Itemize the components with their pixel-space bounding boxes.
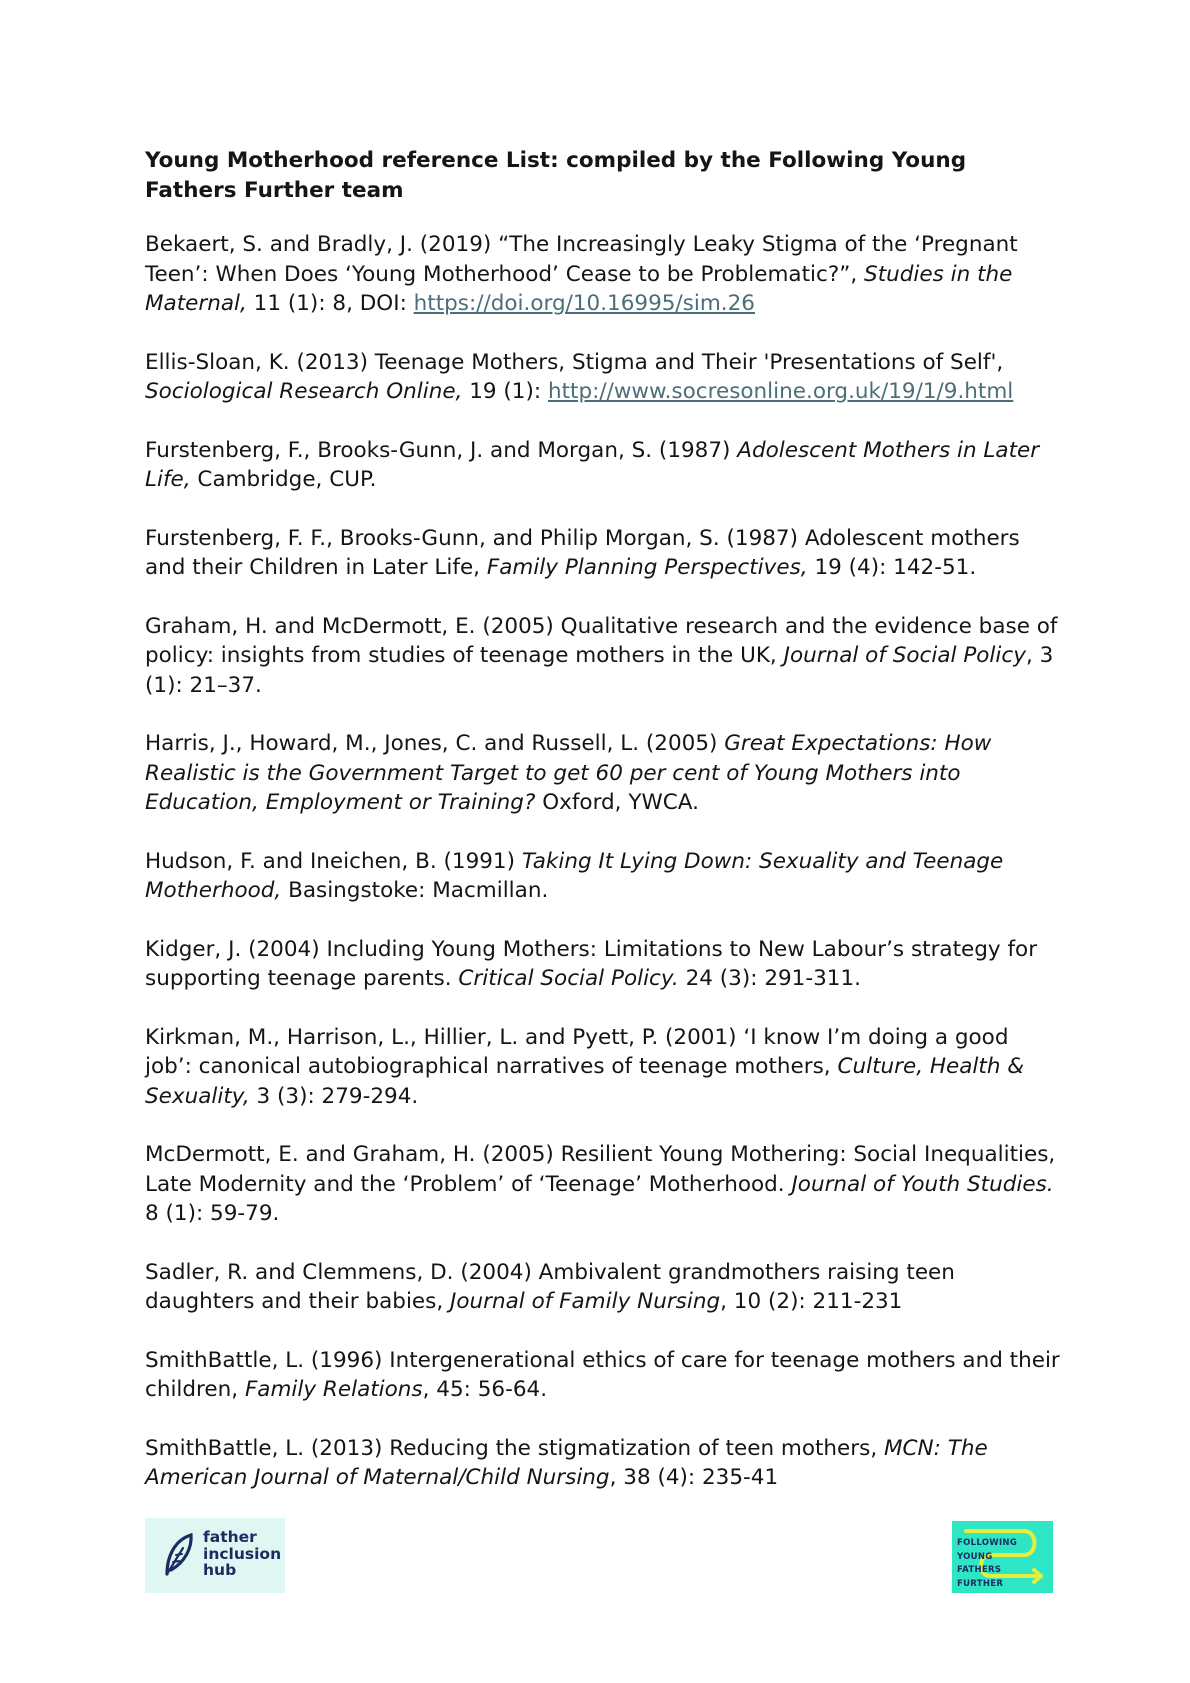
reference-text: Furstenberg, F. F., Brooks-Gunn, and Philip Morgan, S. (1987) Adolescent mothers and their Children in Later Life,: [145, 525, 1020, 580]
reference-entry: [145, 436, 1060, 495]
reference-source-title: Critical Social Policy.: [458, 966, 679, 991]
reference-text: 24 (3): 291-311.: [678, 966, 861, 991]
following-young-fathers-further-logo: [952, 1521, 1053, 1593]
reference-source-title: Great Expectations: How Realistic is the Government Target to get 60 per cent of Young Mothers into Education, Employment or Training?: [145, 731, 992, 815]
logo-text-line: FOLLOWING: [957, 1538, 1018, 1548]
reference-entry: [145, 1140, 1060, 1229]
reference-entry: [145, 1434, 1060, 1493]
reference-source-title: Family Relations: [244, 1377, 423, 1402]
reference-entry: [145, 847, 1060, 906]
reference-entry: [145, 1346, 1060, 1405]
reference-text: Hudson, F. and Ineichen, B. (1991): [145, 848, 522, 874]
reference-text: Furstenberg, F., Brooks-Gunn, J. and Morgan, S. (1987): [145, 437, 738, 463]
reference-list: [145, 230, 1060, 1493]
reference-text: 8 (1): 59-79.: [145, 1201, 280, 1226]
reference-entry: [145, 729, 1060, 818]
reference-source-title: Journal of Social Policy: [783, 643, 1026, 668]
reference-text: Sadler, R. and Clemmens, D. (2004) Ambivalent grandmothers raising teen daughters and their babies,: [145, 1259, 955, 1314]
reference-text: 11 (1): 8, DOI:: [246, 291, 414, 316]
reference-text: Cambridge, CUP.: [190, 467, 377, 492]
reference-source-title: Family Planning Perspectives,: [486, 555, 808, 580]
reference-text: SmithBattle, L. (1996) Intergenerational ethics of care for teenage mothers and their children,: [145, 1347, 1060, 1402]
reference-source-title: MCN: The American Journal of Maternal/Child Nursing: [145, 1435, 988, 1490]
reference-source-title: Journal of Family Nursing: [450, 1289, 721, 1314]
reference-text: Kidger, J. (2004) Including Young Mothers: Limitations to New Labour’s strategy for supporting teenage parents.: [145, 936, 1038, 991]
page-title: Young Motherhood reference List: compiled by the Following Young Fathers Further team: [145, 148, 967, 203]
logo-text-line: YOUNG: [957, 1551, 993, 1562]
logo-text-line: inclusion: [203, 1544, 282, 1563]
reference-source-title: Taking It Lying Down: Sexuality and Teenage Motherhood,: [145, 848, 1004, 903]
reference-link[interactable]: http://www.socresonline.org.uk/19/1/9.html: [547, 379, 1014, 404]
feather-icon: [163, 1532, 195, 1578]
reference-source-title: Studies in the Maternal,: [145, 261, 1013, 316]
reference-text: , 10 (2): 211-231: [720, 1289, 903, 1314]
reference-text: 19 (1):: [462, 379, 548, 404]
reference-text: , 38 (4): 235-41: [609, 1465, 779, 1490]
reference-entry: [145, 1023, 1060, 1112]
reference-text: Graham, H. and McDermott, E. (2005) Qualitative research and the evidence base of policy: insights from studies of teenage mothers in the UK,: [145, 613, 1058, 668]
reference-text: Basingstoke: Macmillan.: [281, 878, 549, 903]
reference-text: Oxford, YWCA.: [535, 790, 699, 815]
reference-entry: [145, 612, 1060, 701]
reference-text: , 45: 56-64.: [422, 1377, 548, 1402]
logo-text-line: father: [203, 1528, 257, 1546]
reference-text: McDermott, E. and Graham, H. (2005) Resilient Young Mothering: Social Inequalities, Late Modernity and the ‘Problem’ of ‘Teenage’ Motherhood.: [145, 1142, 1056, 1197]
father-inclusion-hub-logo: [145, 1518, 285, 1593]
reference-text: Harris, J., Howard, M., Jones, C. and Russell, L. (2005): [145, 731, 725, 756]
reference-entry: [145, 935, 1060, 994]
logo-text-line: FURTHER: [957, 1578, 1004, 1589]
reference-text: Bekaert, S. and Bradly, J. (2019) “The Increasingly Leaky Stigma of the ‘Pregnant Teen’: When Does ‘Young Motherhood’ Cease to be Problematic?”,: [145, 232, 1018, 287]
reference-text: SmithBattle, L. (2013) Reducing the stigmatization of teen mothers,: [145, 1435, 884, 1461]
reference-entry: [145, 348, 1060, 407]
logo-text-line: FATHERS: [957, 1565, 1002, 1575]
reference-text: 3 (3): 279-294.: [249, 1083, 419, 1109]
reference-entry: [145, 1258, 1060, 1317]
reference-text: Kirkman, M., Harrison, L., Hillier, L. and Pyett, P. (2001) ‘I know I’m doing a good job’: canonical autobiographical narratives of teenage mothers,: [145, 1024, 1009, 1079]
reference-source-title: Adolescent Mothers in Later Life,: [145, 437, 1040, 492]
reference-source-title: Sociological Research Online,: [145, 379, 463, 404]
reference-entry: [145, 524, 1060, 583]
reference-source-title: Journal of Youth Studies.: [791, 1171, 1054, 1197]
reference-text: 19 (4): 142-51.: [807, 555, 977, 580]
reference-entry: [145, 230, 1060, 319]
reference-source-title: Culture, Health & Sexuality,: [145, 1054, 1025, 1109]
reference-text: , 3 (1): 21–37.: [145, 643, 1054, 698]
logo-text-line: hub: [203, 1561, 237, 1579]
document-body: [145, 146, 1060, 1522]
reference-link[interactable]: https://doi.org/10.16995/sim.26: [413, 291, 755, 316]
reference-text: Ellis-Sloan, K. (2013) Teenage Mothers, Stigma and Their 'Presentations of Self',: [145, 349, 1004, 375]
